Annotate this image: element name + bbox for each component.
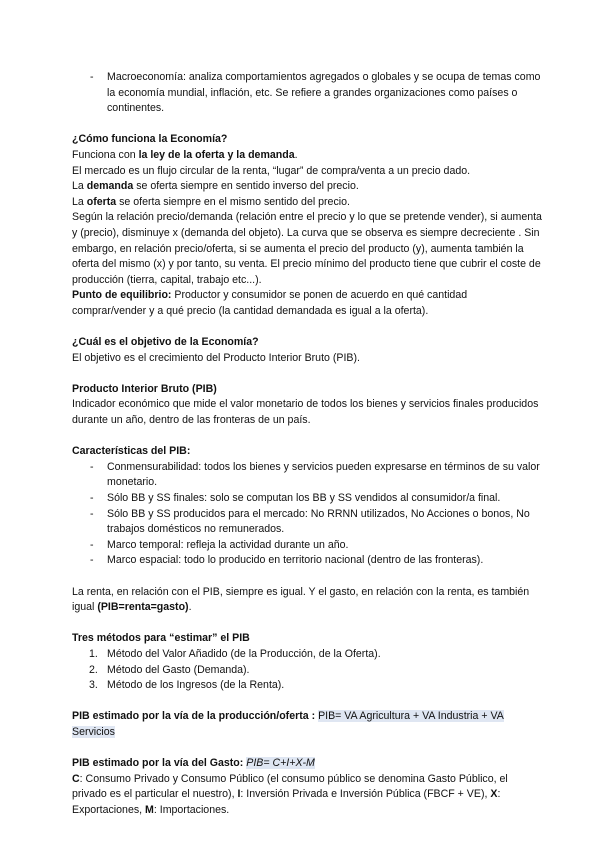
paragraph	[72, 709, 542, 740]
section-heading-pib: Producto Interior Bruto (PIB)	[72, 382, 217, 395]
section-heading-characteristics: Características del PIB:	[72, 445, 191, 458]
list-item: 3. Método de los Ingresos (de la Renta).	[89, 679, 285, 692]
list-item: - Conmensurabilidad: todos los bienes y servicios pueden expresarse en términos de su valor monetario.	[72, 460, 542, 491]
section-heading-production: PIB estimado por la vía de la producción/oferta :	[72, 710, 319, 723]
paragraph: C: Consumo Privado y Consumo Público (el consumo público se denomina Gasto Público, el privado es el particular el nuestro), I: Inversión Privada e Inversión Pública (FBCF + VE), X: Exportaciones, M: Importaciones.	[72, 772, 508, 816]
list-item: - Sólo BB y SS finales: solo se computan los BB y SS vendidos al consumidor/a final.	[72, 491, 542, 507]
paragraph: El mercado es un flujo circular de la renta, “lugar” de compra/venta a un precio dado.	[72, 164, 471, 177]
paragraph: El objetivo es el crecimiento del Producto Interior Bruto (PIB).	[72, 351, 360, 364]
paragraph: La oferta se oferta siempre en el mismo sentido del precio.	[72, 195, 350, 208]
paragraph: La demanda se oferta siempre en sentido inverso del precio.	[72, 180, 359, 193]
paragraph: Indicador económico que mide el valor monetario de todos los bienes y servicios finales producidos durante un año, dentro de las fronteras de un país.	[72, 398, 539, 427]
paragraph: Según la relación precio/demanda (relación entre el precio y lo que se pretende vender), si aumenta y (precio), disminuye x (demanda del objeto). La curva que se observa es siempre decreciente . Sin embargo, en relación precio/oferta, si se aumenta el precio del producto (y), aumenta también la oferta del mismo (x) y por tanto, su venta. El precio mínimo del producto tiene que cubrir el coste de producción (tierra, capital, trabajo etc...).	[72, 211, 542, 286]
list-item: - Sólo BB y SS producidos para el mercado: No RRNN utilizados, No Acciones o bonos, No trabajos domésticos no remunerados.	[72, 507, 542, 538]
highlighted-formula: PIB= VA Agricultura + VA Industria + VA Servicios	[72, 710, 504, 738]
document-body	[72, 70, 542, 819]
methods-list	[72, 647, 542, 694]
section-heading-expenditure: PIB estimado por la vía del Gasto:	[72, 757, 247, 770]
paragraph: Funciona con la ley de la oferta y la demanda.	[72, 148, 298, 161]
section-heading-objective: ¿Cuál es el objetivo de la Economía?	[72, 336, 259, 349]
characteristics-list	[72, 460, 542, 569]
list-item: - Marco temporal: refleja la actividad durante un año.	[72, 538, 542, 554]
highlighted-formula: PIB= C+I+X-M	[246, 757, 315, 770]
list-item: 2. Método del Gasto (Demanda).	[89, 663, 250, 676]
paragraph: La renta, en relación con el PIB, siempre es igual. Y el gasto, en relación con la renta, es también igual (PIB=renta=gasto).	[72, 585, 530, 614]
intro-list	[72, 70, 542, 117]
section-heading-how-economy-works: ¿Cómo funciona la Economía?	[72, 133, 228, 146]
list-item: - Macroeconomía: analiza comportamientos agregados o globales y se ocupa de temas como la economía mundial, inflación, etc. Se refiere a grandes organizaciones como países o continentes.	[72, 70, 542, 117]
paragraph	[72, 756, 542, 772]
list-item: 1. Método del Valor Añadido (de la Producción, de la Oferta).	[89, 647, 381, 660]
paragraph: Punto de equilibrio: Productor y consumidor se ponen de acuerdo en qué cantidad comprar/vender y a qué precio (la cantidad demandada es igual a la oferta).	[72, 289, 468, 317]
list-item: - Marco espacial: todo lo producido en territorio nacional (dentro de las fronteras).	[72, 553, 542, 569]
section-heading-methods: Tres métodos para “estimar” el PIB	[72, 632, 250, 645]
